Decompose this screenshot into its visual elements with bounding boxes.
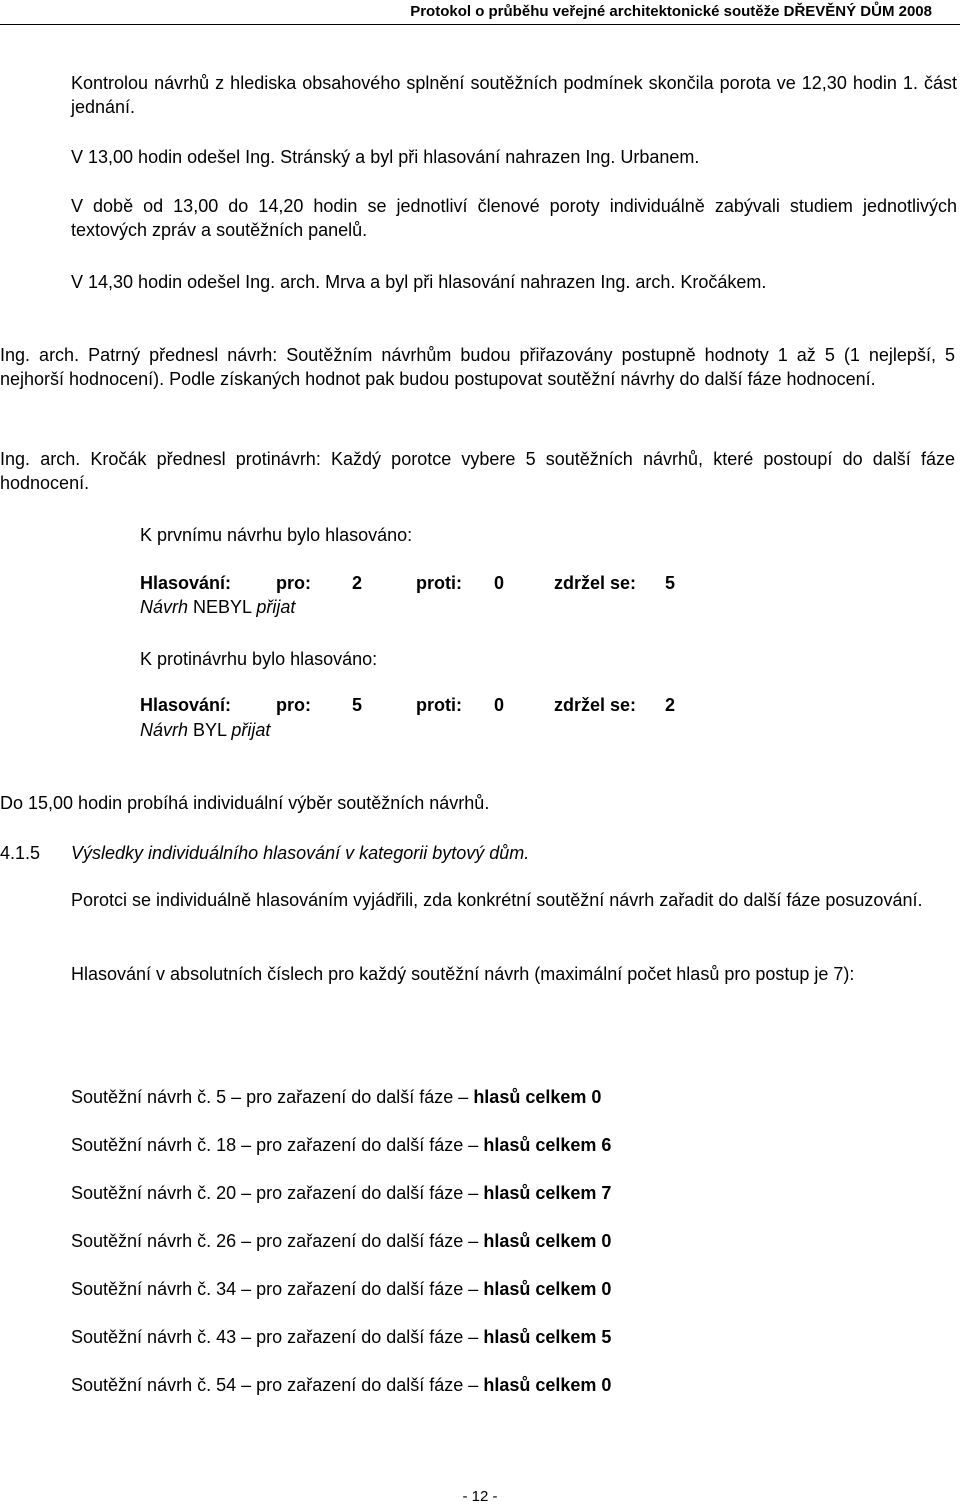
entry-total-label: hlasů celkem <box>483 1135 597 1155</box>
entry-total-value: 0 <box>591 1087 602 1107</box>
entry-prefix: Soutěžní návrh č. <box>71 1375 212 1395</box>
paragraph-4: V 14,30 hodin odešel Ing. arch. Mrva a byl při hlasování nahrazen Ing. arch. Kročákem. <box>71 272 767 292</box>
entry-total-value: 6 <box>601 1135 612 1155</box>
vote-pro-value: 5 <box>352 695 363 715</box>
vote-zdrzel-value: 5 <box>665 573 676 593</box>
vote-proti-value: 0 <box>494 573 505 593</box>
vote-zdrzel-value: 2 <box>665 695 676 715</box>
entry-prefix: Soutěžní návrh č. <box>71 1279 212 1299</box>
entry-total-value: 0 <box>601 1375 612 1395</box>
paragraph-1: Kontrolou návrhů z hlediska obsahového splnění soutěžních podmínek skončila porota ve 12,30 hodin 1. část jednání. <box>71 73 957 117</box>
entry-prefix: Soutěžní návrh č. <box>71 1087 212 1107</box>
entry-total-label: hlasů celkem <box>483 1327 597 1347</box>
page-number: - 12 - <box>462 1488 498 1505</box>
entry-description: – pro zařazení do další fáze – <box>231 1087 469 1107</box>
entry-description: – pro zařazení do další fáze – <box>241 1327 479 1347</box>
vote-proti-label: proti: <box>416 695 462 715</box>
vote-proti-label: proti: <box>416 573 462 593</box>
entry-number: 43 <box>216 1327 237 1347</box>
entry-prefix: Soutěžní návrh č. <box>71 1183 212 1203</box>
entry-total-label: hlasů celkem <box>473 1087 587 1107</box>
entry-description: – pro zařazení do další fáze – <box>241 1231 479 1251</box>
vote-label: Hlasování: <box>140 695 232 715</box>
list-item <box>71 1229 611 1253</box>
entry-description: – pro zařazení do další fáze – <box>241 1279 479 1299</box>
vote-zdrzel-label: zdržel se: <box>554 573 637 593</box>
section-number: 4.1.5 <box>0 843 41 863</box>
list-item <box>71 1133 611 1157</box>
entry-prefix: Soutěžní návrh č. <box>71 1135 212 1155</box>
paragraph-9: Hlasování v absolutních číslech pro každý soutěžní návrh (maximální počet hlasů pro postup je 7): <box>71 964 855 984</box>
list-item <box>71 1325 611 1349</box>
header-divider <box>0 24 960 25</box>
list-item <box>71 1277 611 1301</box>
vote-pro-value: 2 <box>352 573 363 593</box>
header-title: Protokol o průběhu veřejné architektonické soutěže DŘEVĚNÝ DŮM 2008 <box>410 3 932 20</box>
entry-number: 18 <box>216 1135 237 1155</box>
vote-1-intro: K prvnímu návrhu bylo hlasováno: <box>140 525 413 545</box>
entry-number: 34 <box>216 1279 237 1299</box>
entry-description: – pro zařazení do další fáze – <box>241 1183 479 1203</box>
entry-total-value: 0 <box>601 1231 612 1251</box>
entry-total-label: hlasů celkem <box>483 1231 597 1251</box>
paragraph-3: V době od 13,00 do 14,20 hodin se jednotliví členové poroty individuálně zabývali studiem jednotlivých textových zpráv a soutěžních panelů. <box>71 196 957 240</box>
entry-total-value: 0 <box>601 1279 612 1299</box>
vote-2-result: Návrh BYL přijat <box>140 720 271 740</box>
vote-proti-value: 0 <box>494 695 505 715</box>
paragraph-5: Ing. arch. Patrný přednesl návrh: Soutěžním návrhům budou přiřazovány postupně hodnoty 1 až 5 (1 nejlepší, 5 nejhorší hodnocení). Podle získaných hodnot pak budou postupovat soutěžní návrhy do další fáze hodnocení. <box>0 345 955 389</box>
entry-number: 54 <box>216 1375 237 1395</box>
paragraph-7: Do 15,00 hodin probíhá individuální výběr soutěžních návrhů. <box>0 793 490 813</box>
paragraph-8: Porotci se individuálně hlasováním vyjádřili, zda konkrétní soutěžní návrh zařadit do další fáze posuzování. <box>71 890 923 910</box>
vote-pro-label: pro: <box>276 695 311 715</box>
page-header <box>0 0 960 26</box>
list-item <box>71 1085 601 1109</box>
paragraph-2: V 13,00 hodin odešel Ing. Stránský a byl při hlasování nahrazen Ing. Urbanem. <box>71 147 700 167</box>
entry-number: 5 <box>216 1087 227 1107</box>
entry-total-label: hlasů celkem <box>483 1183 597 1203</box>
entry-number: 20 <box>216 1183 237 1203</box>
entry-prefix: Soutěžní návrh č. <box>71 1327 212 1347</box>
vote-1-result: Návrh NEBYL přijat <box>140 597 296 617</box>
section-title: Výsledky individuálního hlasování v kategorii bytový dům. <box>71 843 530 863</box>
entry-total-label: hlasů celkem <box>483 1279 597 1299</box>
entry-total-value: 5 <box>601 1327 612 1347</box>
entry-description: – pro zařazení do další fáze – <box>241 1135 479 1155</box>
entry-prefix: Soutěžní návrh č. <box>71 1231 212 1251</box>
paragraph-6: Ing. arch. Kročák přednesl protinávrh: Každý porotce vybere 5 soutěžních návrhů, které postoupí do další fáze hodnocení. <box>0 449 955 493</box>
vote-pro-label: pro: <box>276 573 311 593</box>
vote-2-intro: K protinávrhu bylo hlasováno: <box>140 649 378 669</box>
vote-label: Hlasování: <box>140 573 232 593</box>
entry-total-label: hlasů celkem <box>483 1375 597 1395</box>
list-item <box>71 1373 611 1397</box>
entry-description: – pro zařazení do další fáze – <box>241 1375 479 1395</box>
list-item <box>71 1181 611 1205</box>
entry-total-value: 7 <box>601 1183 612 1203</box>
vote-zdrzel-label: zdržel se: <box>554 695 637 715</box>
entry-number: 26 <box>216 1231 237 1251</box>
